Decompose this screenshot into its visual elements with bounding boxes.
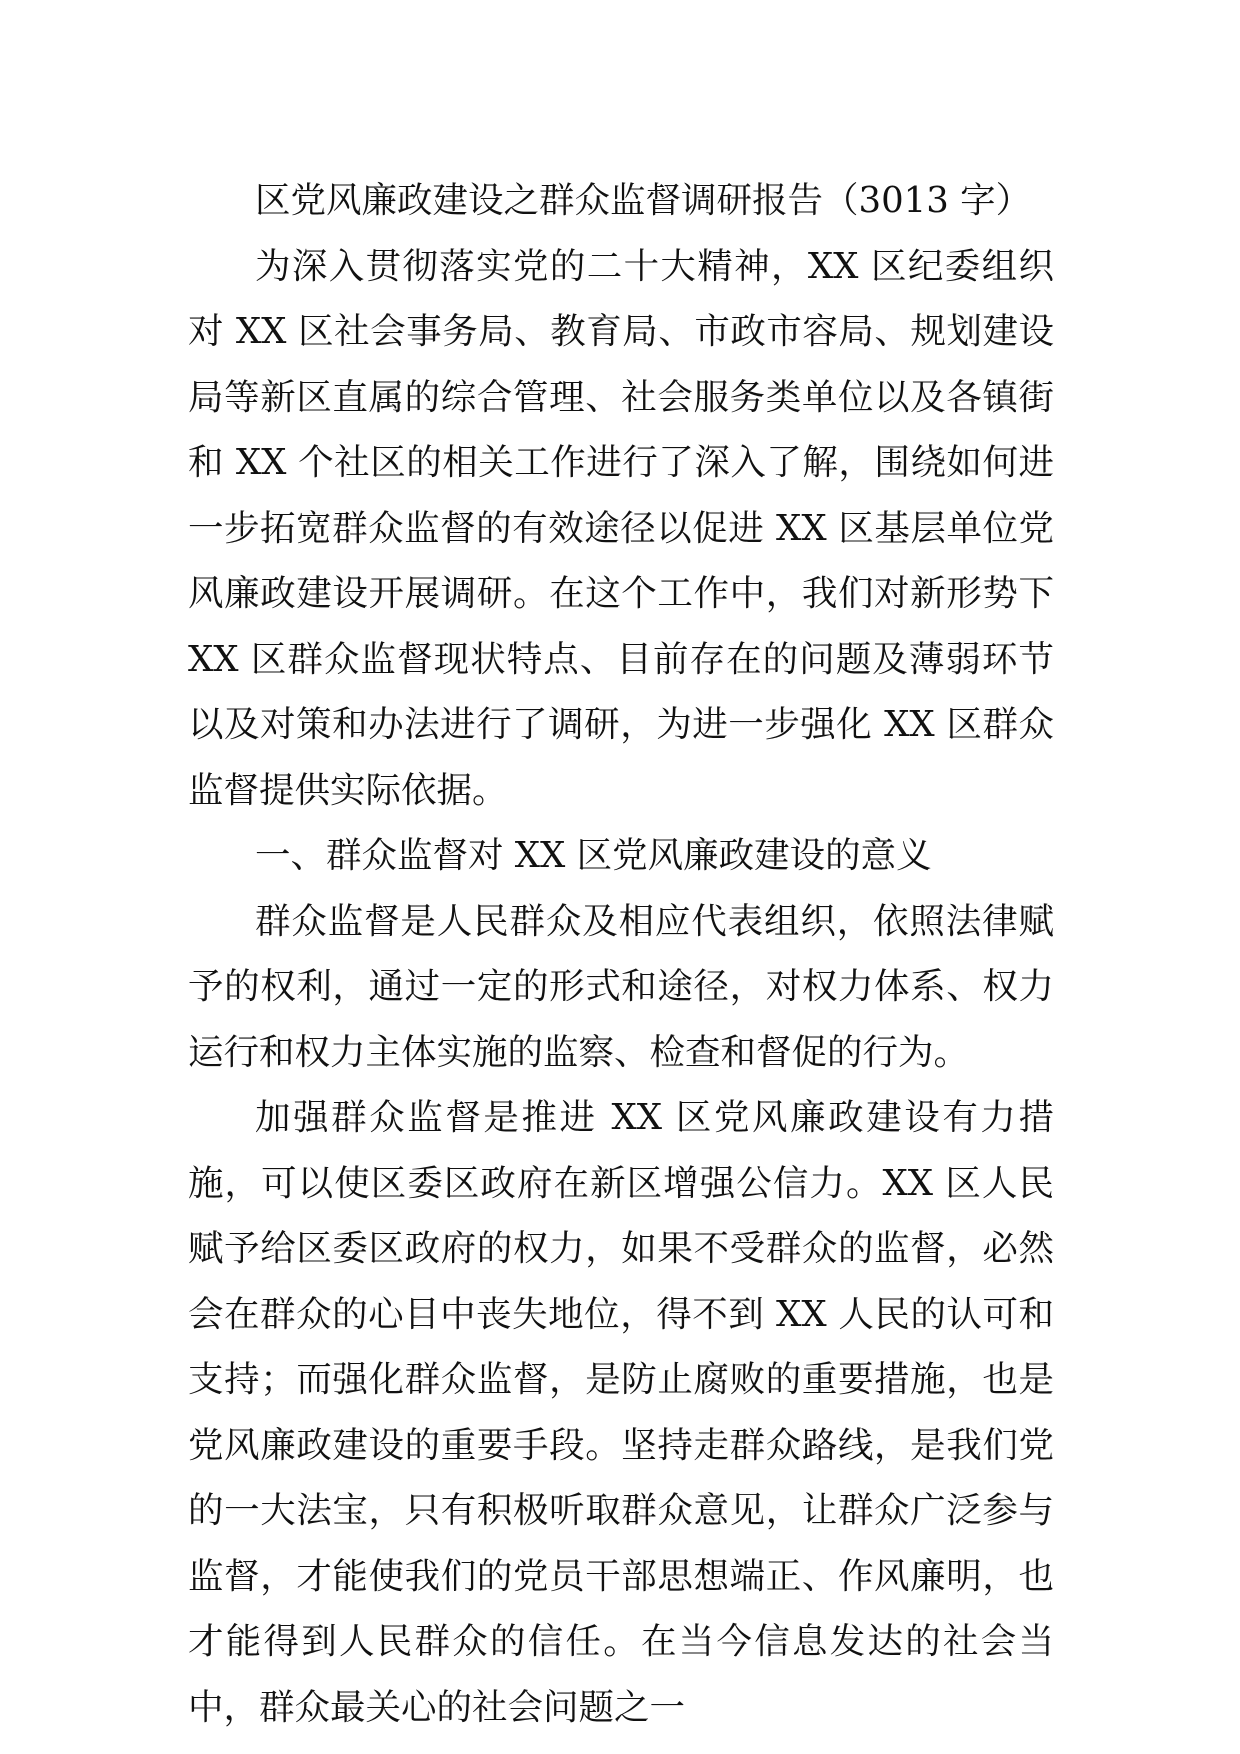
section-paragraph-1: 群众监督是人民群众及相应代表组织，依照法律赋予的权利，通过一定的形式和途径，对权力体系、权力运行和权力主体实施的监察、检查和督促的行为。: [188, 900, 1054, 1073]
section-paragraph-2: 加强群众监督是推进 XX 区党风廉政建设有力措施，可以使区委区政府在新区增强公信力。XX 区人民赋予给区委区政府的权力，如果不受群众的监督，必然会在群众的心目中丧失地位，得不到 XX 人民的认可和支持；而强化群众监督，是防止腐败的重要措施，也是党风廉政建设的重要手段。坚持走群众路线，是我们党的一大法宝，只有积极听取群众意见，让群众广泛参与监督，才能使我们的党员干部思想端正、作风廉明，也才能得到人民群众的信任。在当今信息发达的社会当中，群众最关心的社会问题之一: [188, 1097, 1054, 1728]
intro-paragraph: 为深入贯彻落实党的二十大精神，XX 区纪委组织对 XX 区社会事务局、教育局、市政市容局、规划建设局等新区直属的综合管理、社会服务类单位以及各镇街和 XX 个社区的相关工作进行了深入了解，围绕如何进一步拓宽群众监督的有效途径以促进 XX 区基层单位党风廉政建设开展调研。在这个工作中，我们对新形势下 XX 区群众监督现状特点、目前存在的问题及薄弱环节以及对策和办法进行了调研，为进一步强化 XX 区群众监督提供实际依据。: [188, 245, 1054, 811]
section-heading: 一、群众监督对 XX 区党风廉政建设的意义: [255, 835, 932, 876]
document-page: [188, 168, 1054, 1740]
document-title: 区党风廉政建设之群众监督调研报告（3013 字）: [255, 180, 1032, 221]
